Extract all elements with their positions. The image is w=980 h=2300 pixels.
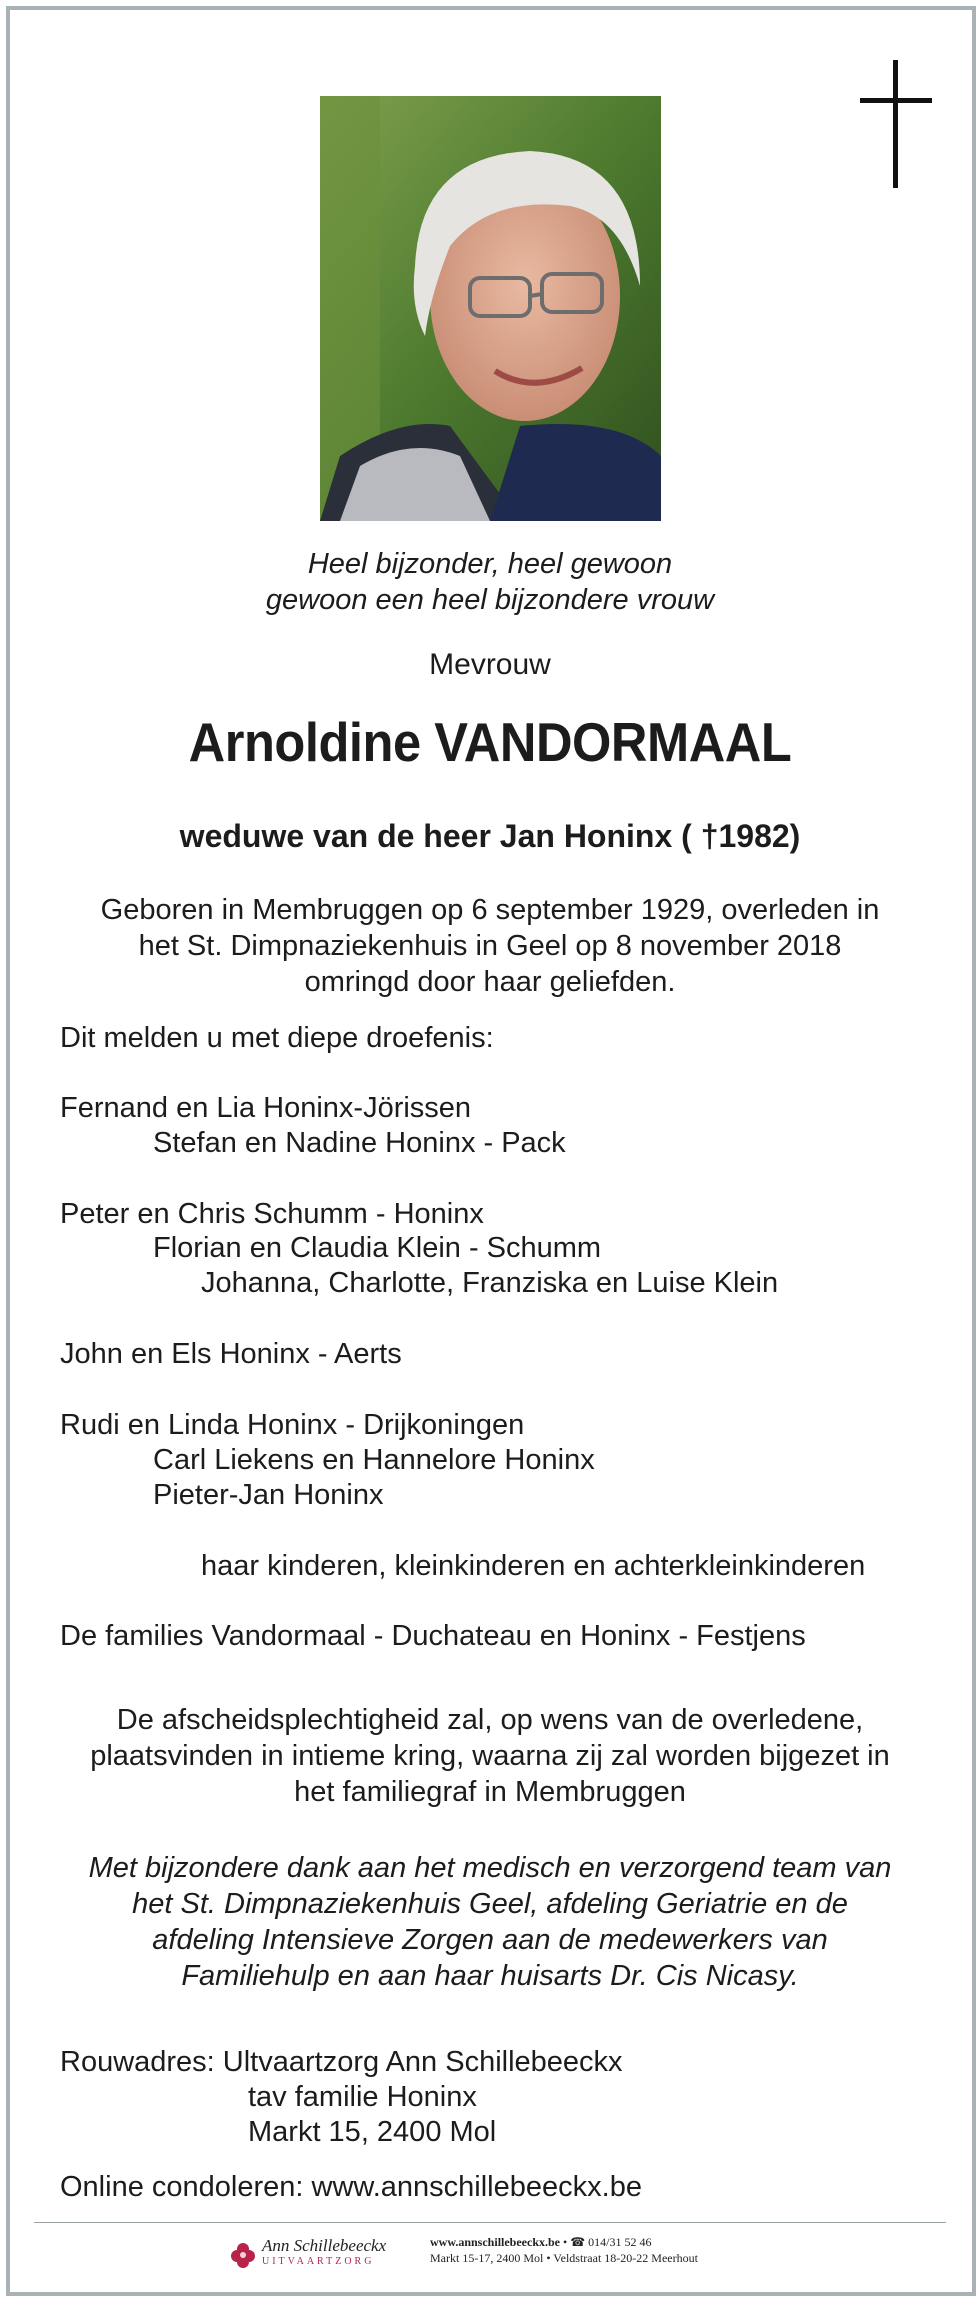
deceased-name: Arnoldine VANDORMAAL	[188, 711, 792, 773]
text-line: het familiegraf in Membruggen	[294, 1776, 686, 1808]
cross-icon	[860, 60, 932, 190]
text-line: afdeling Intensieve Zorgen aan de medewerkers van	[152, 1924, 828, 1956]
footer-divider	[34, 2222, 946, 2223]
funeral-home-subtitle: UITVAARTZORG	[262, 2256, 375, 2267]
family-line: Pieter-Jan Honinx	[153, 1479, 384, 1511]
phone-number: 014/31 52 46	[588, 2235, 652, 2249]
flower-logo-icon	[230, 2242, 256, 2268]
portrait-photo	[320, 96, 661, 521]
birth-death-text	[40, 892, 940, 1000]
text-line: het St. Dimpnaziekenhuis Geel, afdeling Geriatrie en de	[132, 1888, 848, 1920]
website-link[interactable]: www.annschillebeeckx.be	[430, 2235, 561, 2249]
motto-line: gewoon een heel bijzondere vrouw	[265, 584, 715, 616]
address-line: Markt 15, 2400 Mol	[248, 2116, 497, 2148]
text-line: Familiehulp en aan haar huisarts Dr. Cis Nicasy.	[181, 1960, 799, 1992]
text-line: het St. Dimpnaziekenhuis in Geel op 8 november 2018	[138, 930, 842, 962]
motto	[40, 546, 940, 618]
family-line: John en Els Honinx - Aerts	[60, 1338, 402, 1370]
separator: •	[563, 2235, 571, 2249]
funeral-home-logo	[262, 2236, 386, 2267]
online-condolence: Online condoleren: www.annschillebeeckx.be	[60, 2171, 642, 2203]
motto-line: Heel bijzonder, heel gewoon	[307, 548, 673, 580]
widow-line: weduwe van de heer Jan Honinx ( †1982)	[179, 818, 801, 854]
family-line: Stefan en Nadine Honinx - Pack	[153, 1127, 566, 1159]
family-line: Peter en Chris Schumm - Honinx	[60, 1198, 484, 1230]
family-line: Rudi en Linda Honinx - Drijkoningen	[60, 1409, 525, 1441]
funeral-home-name: Ann Schillebeeckx	[262, 2236, 387, 2255]
family-line: Johanna, Charlotte, Franziska en Luise Klein	[201, 1267, 779, 1299]
family-line: Fernand en Lia Honinx-Jörissen	[60, 1092, 472, 1124]
farewell-text	[40, 1702, 940, 1810]
relation-line: haar kinderen, kleinkinderen en achterkleinkinderen	[201, 1550, 866, 1582]
thanks-text	[40, 1850, 940, 1994]
address-line: tav familie Honinx	[248, 2081, 477, 2113]
text-line: Geboren in Membruggen op 6 september 1929, overleden in	[100, 894, 880, 926]
announcement: Dit melden u met diepe droefenis:	[60, 1022, 494, 1054]
text-line: Met bijzondere dank aan het medisch en verzorgend team van	[88, 1852, 892, 1884]
families-line: De families Vandormaal - Duchateau en Honinx - Festjens	[60, 1620, 806, 1652]
text-line: plaatsvinden in intieme kring, waarna zij zal worden bijgezet in	[90, 1740, 890, 1772]
family-line: Florian en Claudia Klein - Schumm	[153, 1232, 602, 1264]
honorific: Mevrouw	[429, 648, 551, 681]
family-line: Carl Liekens en Hannelore Honinx	[153, 1444, 595, 1476]
text-line: De afscheidsplechtigheid zal, op wens van de overledene,	[116, 1704, 864, 1736]
footer-addresses: Markt 15-17, 2400 Mol • Veldstraat 18-20-22 Meerhout	[430, 2251, 698, 2265]
text-line: omringd door haar geliefden.	[304, 966, 676, 998]
footer-contact	[430, 2234, 698, 2266]
phone-icon: ☎	[570, 2235, 586, 2249]
address-label: Rouwadres: Ultvaartzorg Ann Schillebeeckx	[60, 2046, 623, 2078]
